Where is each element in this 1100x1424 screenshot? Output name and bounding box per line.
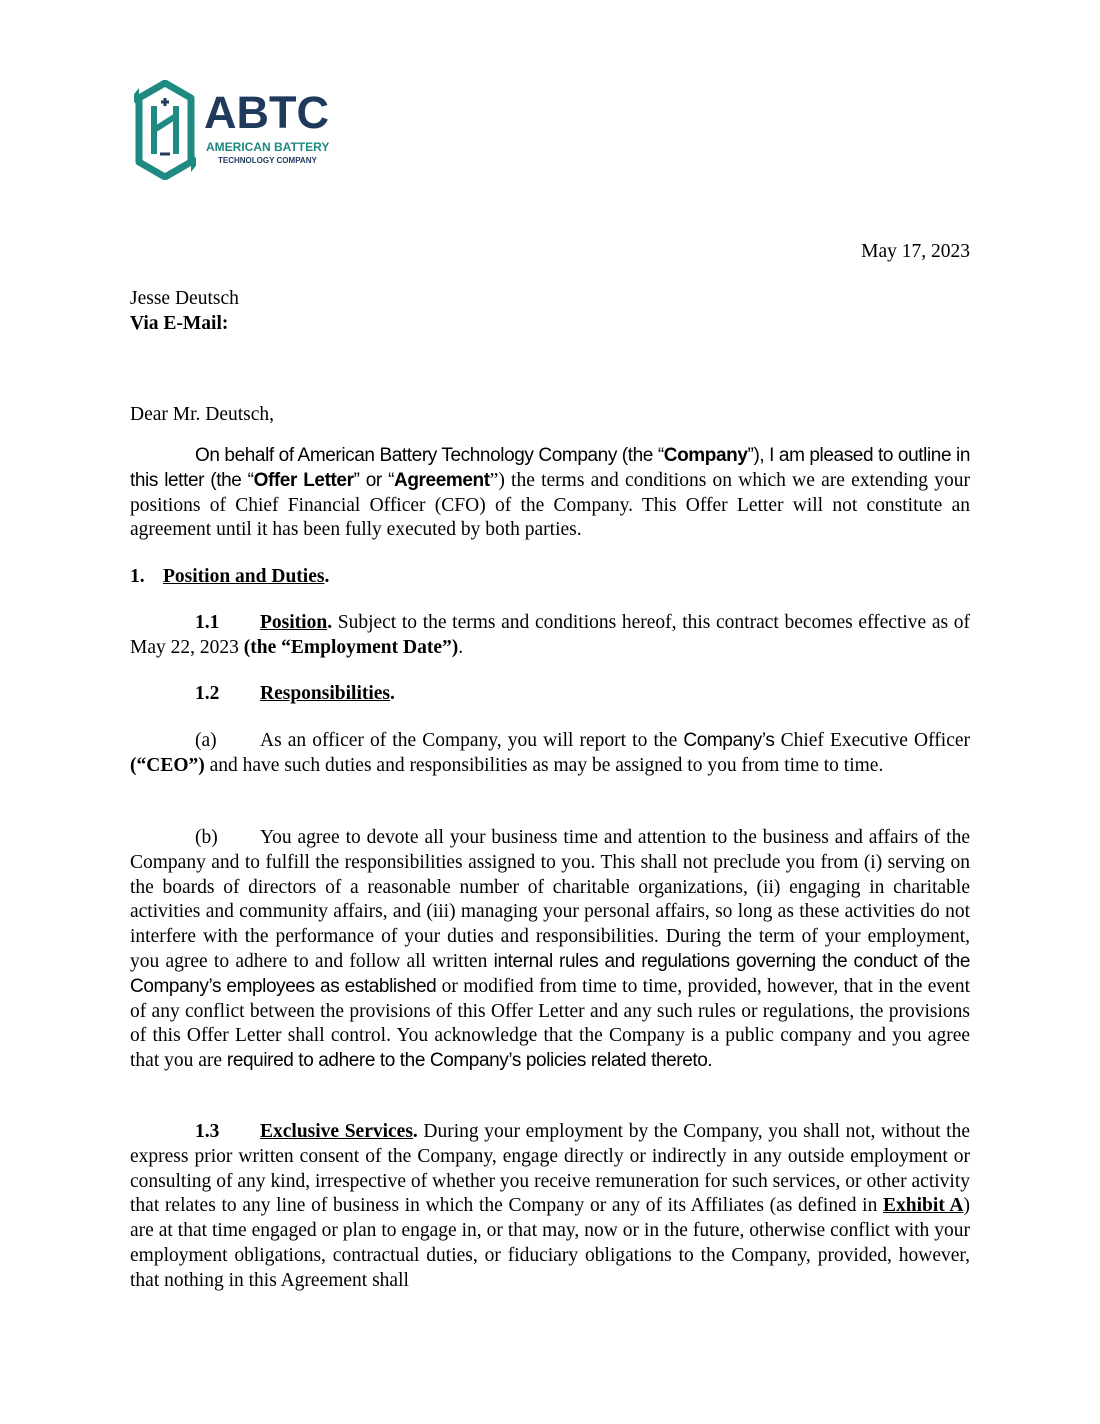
recipient-block (130, 287, 970, 337)
company-logo (134, 80, 364, 182)
section-1-2-a: (a) As an officer of the Company, you will report to the Company’s Chief Executive Officer (“CEO”) and have such duties and responsibilities as may be assigned to you from time to time. (130, 730, 970, 776)
salutation: Dear Mr. Deutsch, (130, 404, 275, 425)
section-1-heading: 1. Position and Duties. (130, 566, 330, 587)
logo-line-2: TECHNOLOGY COMPANY (218, 156, 317, 165)
battery-logo-icon (134, 80, 196, 180)
recipient-name: Jesse Deutsch (130, 288, 239, 309)
section-1-1: 1.1 Position. Subject to the terms and conditions hereof, this contract becomes effective as of May 22, 2023 (the “Employment Date”). (130, 612, 970, 658)
logo-line-1: AMERICAN BATTERY (206, 140, 330, 154)
delivery-method: Via E-Mail: (130, 312, 229, 334)
logo-wordmark: ABTC (204, 87, 329, 138)
section-1-2-heading: 1.2 Responsibilities. (195, 683, 395, 704)
section-1-2-b: (b) You agree to devote all your business time and attention to the business and affairs of the Company and to fulfill the responsibilities assigned to you. This shall not preclude you from (i) serving on the boards of directors of a reasonable number of charitable organizations, (ii) engaging in charitable activities and community affairs, and (iii) managing your personal affairs, so long as these activities do not interfere with the performance of your duties and responsibilities. During the term of your employment, you agree to adhere to and follow all written internal rules and regulations governing the conduct of the Company’s employees as established or modified from time to time, provided, however, that in the event of any conflict between the provisions of this Offer Letter and any such rules or regulations, the provisions of this Offer Letter shall control. You acknowledge that the Company is a public company and you agree that you are required to adhere to the Company’s policies related thereto. (130, 827, 971, 1072)
letter-date: May 17, 2023 (861, 241, 970, 262)
intro-paragraph: On behalf of American Battery Technology Company (the “Company”), I am pleased to outline in this letter (the “Offer Letter” or “Agreement”) the terms and conditions on which we are extending your positions of Chief Financial Officer (CFO) of the Company. This Offer Letter will not constitute an agreement until it has been fully executed by both parties. (130, 445, 970, 541)
section-1-3: 1.3 Exclusive Services. During your employment by the Company, you shall not, without the express prior written consent of the Company, engage directly or indirectly in any outside employment or consulting of any kind, irrespective of whether you receive remuneration for such services, or other activity that relates to any line of business in which the Company or any of its Affiliates (as defined in Exhibit A) are at that time engaged or plan to engage in, or that may, now or in the future, otherwise conflict with your employment obligations, contractual duties, or fiduciary obligations to the Company, provided, however, that nothing in this Agreement shall (130, 1121, 970, 1291)
exhibit-a-reference: Exhibit A (883, 1195, 964, 1217)
